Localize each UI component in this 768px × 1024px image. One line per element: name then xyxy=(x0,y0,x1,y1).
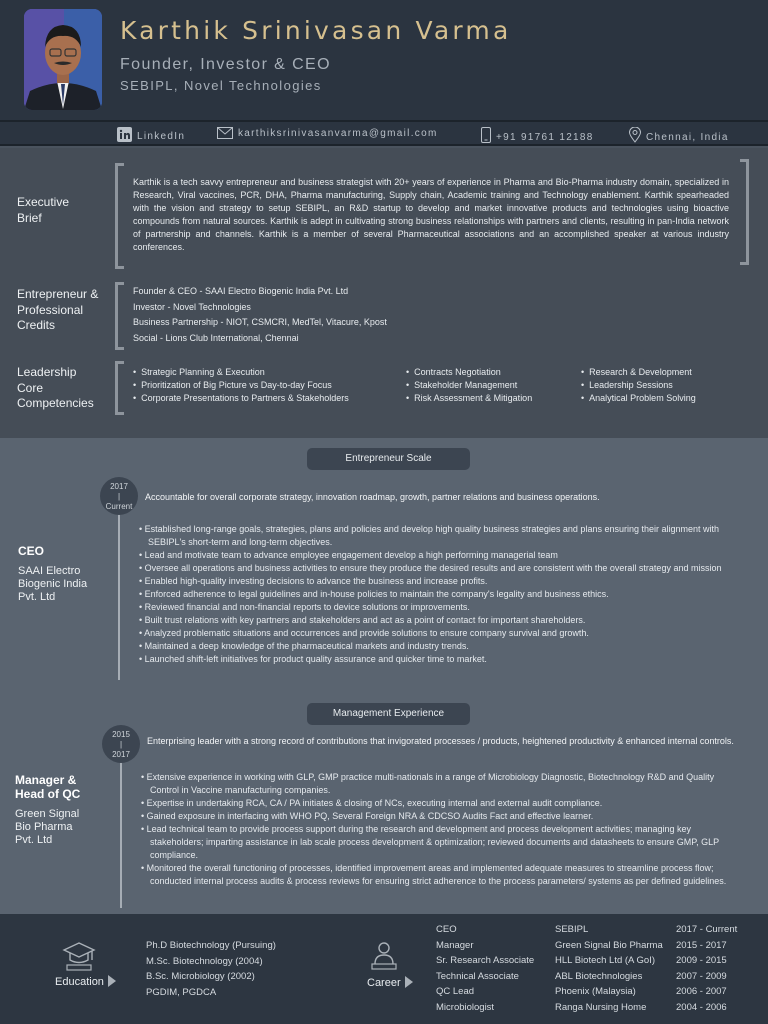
career-year: 2017 - Current xyxy=(676,924,738,935)
career-org: ABL Biotechnologies xyxy=(555,970,643,982)
list-item: • Maintained a deep knowledge of the pharmaceutical markets and industry trends. xyxy=(139,640,739,653)
credit-item: Founder & CEO - SAAI Electro Biogenic India Pvt. Ltd xyxy=(133,286,349,296)
person-role: Founder, Investor & CEO xyxy=(120,56,331,73)
executive-brief-text: Karthik is a tech savvy entrepreneur and business strategist with 20+ years of experience in Pharma and Bio-Pharma industry domain, specialized in Research, Viral vaccines, PCR, DHA, Pharma manufacturing, Supply chain, Academic training and Technology enablement. Karthik spearheaded with the vision and strategy to setup SEBIPL, an R&D startup to develop and market innovative products and technologies using bioactive compounds from natural sources. Karthik is adept in cultivating strong business relationships with partners and clients, resulting in pan-India network of partnership and channels. Karthik is a member of several Pharmaceutical associations and an accomplished speaker at various industry conferences. xyxy=(133,177,729,252)
career-role: CEO xyxy=(436,924,457,935)
list-item: • Monitored the overall functioning of processes, identified improvement areas and implemented adequate measures to streamline process flow; conducted internal process audits & process reviews for ensuring strict adherence to the process parameters/ systems as per defined guidelines. xyxy=(141,862,741,888)
job-bullets xyxy=(139,523,739,666)
career-role: Microbiologist xyxy=(436,1001,495,1013)
phone-icon xyxy=(481,127,491,143)
credits-label: Entrepreneur & Professional Credits xyxy=(17,287,99,332)
list-item: • Expertise in undertaking RCA, CA / PA initiates & closing of NCs, executing internal and external audit compliance. xyxy=(141,797,741,810)
graduation-cap-icon xyxy=(62,940,96,972)
list-item: • Gained exposure in interfacing with WHO PQ, Several Foreign NRA & CDCSO Audits Fact and effective learner. xyxy=(141,810,741,823)
competency-item: • Contracts Negotiation xyxy=(406,366,532,379)
education-item: B.Sc. Microbiology (2002) xyxy=(146,971,255,982)
linkedin-link[interactable] xyxy=(117,127,185,142)
list-item: • Enforced adherence to legal guidelines and in-house policies to maintain the company's legality and business ethics. xyxy=(139,588,739,601)
list-item: • Built trust relations with key partners and stakeholders and act as a point of contact for important shareholders. xyxy=(139,614,739,627)
career-year: 2009 - 2015 xyxy=(676,955,727,966)
career-org: Ranga Nursing Home xyxy=(555,1001,647,1013)
list-item: • Lead and motivate team to advance employee engagement develop a high performing managerial team xyxy=(139,549,739,562)
phone-link[interactable] xyxy=(481,127,594,143)
linkedin-label: LinkedIn xyxy=(137,131,186,142)
management-experience-heading: Management Experience xyxy=(307,703,470,725)
list-item: • Reviewed financial and non-financial reports to device solutions or improvements. xyxy=(139,601,739,614)
header xyxy=(0,0,768,120)
list-item: • Established long-range goals, strategies, plans and policies and develop high quality business strategies and plans ensuring their alignment with SEBIPL's short-term and long-term objectives. xyxy=(139,523,739,549)
career-roles xyxy=(436,922,534,1015)
career-label: Career xyxy=(367,976,413,989)
competency-item: • Stakeholder Management xyxy=(406,379,532,392)
phone-text: +91 91761 12188 xyxy=(496,132,594,143)
career-year: 2015 - 2017 xyxy=(676,939,727,951)
career-org: HLL Biotech Ltd (A GoI) xyxy=(555,955,655,966)
map-pin-icon xyxy=(629,127,641,143)
arrow-right-icon xyxy=(405,976,413,988)
career-years xyxy=(676,922,737,1015)
credit-item: Social - Lions Club International, Chennai xyxy=(133,332,299,343)
list-item: • Analyzed problematic situations and occurrences and provide solutions to ensure company survival and growth. xyxy=(139,627,739,640)
job-title: Manager & Head of QC xyxy=(15,773,81,801)
person-company: SEBIPL, Novel Technologies xyxy=(120,78,322,93)
entrepreneur-scale-heading: Entrepreneur Scale xyxy=(307,448,470,470)
competency-item: • Corporate Presentations to Partners & Stakeholders xyxy=(133,392,349,405)
executive-brief-label: Executive Brief xyxy=(17,195,70,225)
email-link[interactable] xyxy=(217,127,438,139)
credit-item: Investor - Novel Technologies xyxy=(133,301,251,312)
career-organizations xyxy=(555,922,663,1015)
job-summary: Enterprising leader with a strong record of contributions that invigorated processes / products, heightened productivity & enhanced internal controls. xyxy=(147,736,734,746)
competency-item: • Research & Development xyxy=(581,366,696,379)
credits-list xyxy=(133,284,387,346)
competency-column xyxy=(133,366,349,405)
education-item: PGDIM, PGDCA xyxy=(146,986,217,998)
credit-item: Business Partnership - NIOT, CSMCRI, MedTel, Vitacure, Kpost xyxy=(133,317,387,327)
job-title: CEO xyxy=(18,544,45,558)
bracket-left xyxy=(115,361,124,415)
career-year: 2004 - 2006 xyxy=(676,1001,727,1013)
competency-column xyxy=(406,366,532,405)
list-item: • Launched shift-left initiatives for product quality assurance and quicker time to market. xyxy=(139,653,739,666)
job-bullets xyxy=(141,771,741,888)
envelope-icon xyxy=(217,127,233,139)
career-org: SEBIPL xyxy=(555,924,589,935)
job-organization: SAAI Electro Biogenic India Pvt. Ltd xyxy=(18,565,88,603)
year-circle: 2015 | 2017 xyxy=(102,725,140,763)
education-label: Education xyxy=(55,975,116,988)
year-circle: 2017 | Current xyxy=(100,477,138,515)
education-list xyxy=(146,938,276,1000)
bracket-left xyxy=(115,282,124,350)
competency-item: • Analytical Problem Solving xyxy=(581,392,696,405)
location-text: Chennai, India xyxy=(646,132,729,143)
career-org: Phoenix (Malaysia) xyxy=(555,986,636,997)
career-year: 2006 - 2007 xyxy=(676,986,727,997)
email-text: karthiksrinivasanvarma@gmail.com xyxy=(238,128,438,139)
career-role: QC Lead xyxy=(436,986,475,997)
competency-item: • Leadership Sessions xyxy=(581,379,696,392)
competency-column xyxy=(581,366,696,405)
list-item: • Extensive experience in working with GLP, GMP practice multi-nationals in a range of Microbiology Diagnostic, Biotechnology R&D and Quality Control in Vaccine manufacturing companies. xyxy=(141,771,741,797)
career-year: 2007 - 2009 xyxy=(676,970,727,982)
competencies-label: Leadership Core Competencies xyxy=(17,365,94,410)
education-item: Ph.D Biotechnology (Pursuing) xyxy=(146,940,276,951)
arrow-right-icon xyxy=(108,975,116,987)
location-item xyxy=(629,127,729,143)
person-name: Karthik Srinivasan Varma xyxy=(120,16,512,45)
competency-item: • Risk Assessment & Mitigation xyxy=(406,392,532,405)
competency-item: • Strategic Planning & Execution xyxy=(133,366,349,379)
education-item: M.Sc. Biotechnology (2004) xyxy=(146,955,263,967)
contact-bar xyxy=(0,120,768,146)
list-item: • Enabled high-quality investing decisions to advance the business and increase profits. xyxy=(139,575,739,588)
job-summary: Accountable for overall corporate strategy, innovation roadmap, growth, partner relations and business operations. xyxy=(145,492,600,502)
profile-photo xyxy=(24,9,102,110)
timeline-line xyxy=(118,500,120,680)
career-person-icon xyxy=(369,940,399,972)
bracket-left xyxy=(115,163,124,269)
list-item: • Oversee all operations and business activities to ensure they produce the desired results and are consistent with the overall strategy and mission xyxy=(139,562,739,575)
bracket-right xyxy=(740,159,749,265)
timeline-line xyxy=(120,750,122,908)
career-role: Sr. Research Associate xyxy=(436,955,535,966)
job-organization: Green Signal Bio Pharma Pvt. Ltd xyxy=(15,808,80,846)
list-item: • Lead technical team to provide process support during the research and development and process development activities; managing key stakeholders; imparting assistance in lab scale process development & optimization; reviewed documents and datasheets to ensure GMP, GLP compliance. xyxy=(141,823,741,862)
linkedin-icon xyxy=(117,127,132,142)
career-org: Green Signal Bio Pharma xyxy=(555,939,663,951)
career-role: Manager xyxy=(436,939,474,951)
competency-item: • Prioritization of Big Picture vs Day-to-day Focus xyxy=(133,379,349,392)
career-role: Technical Associate xyxy=(436,970,519,982)
